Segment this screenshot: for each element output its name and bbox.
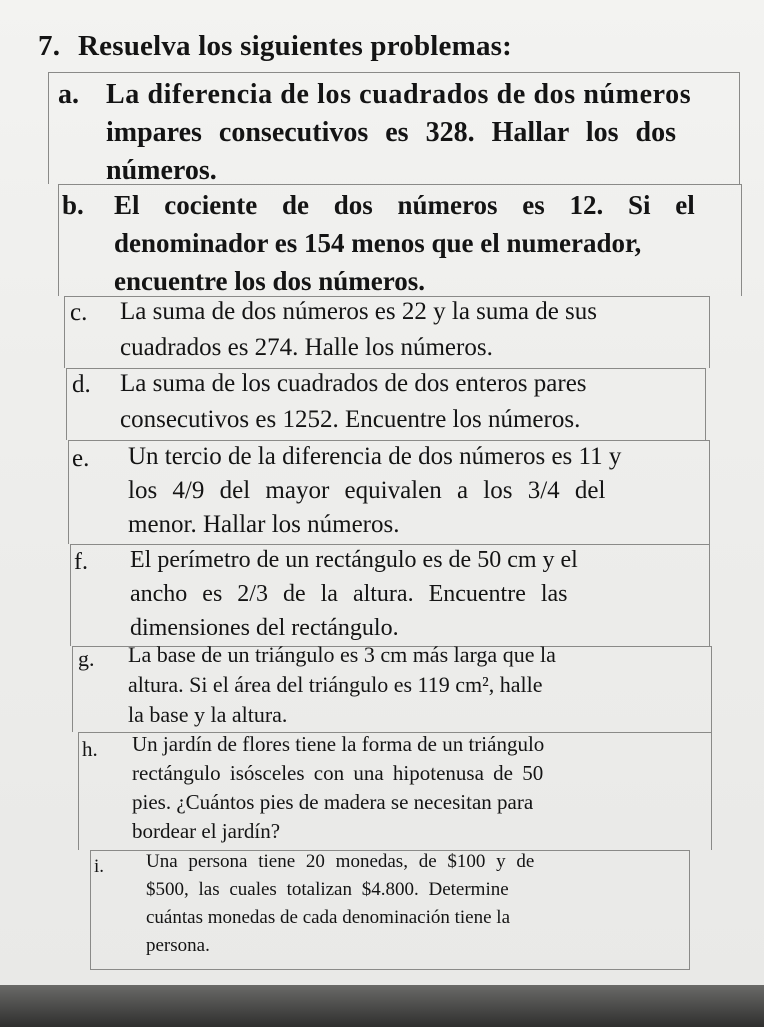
problem-text-line: La suma de los cuadrados de dos enteros pares (120, 370, 587, 397)
problem-text-line: los 4/9 del mayor equivalen a los 3/4 del (128, 477, 606, 504)
problem-text-line: encuentre los dos números. (114, 266, 426, 296)
problem-label: c. (70, 299, 88, 326)
exercise-heading (38, 30, 512, 63)
problem-label: h. (82, 737, 98, 761)
problem-text-line: La suma de dos números es 22 y la suma de sus (120, 298, 598, 325)
problem-e (72, 440, 710, 542)
problem-text-line: ancho es 2/3 de la altura. Encuentre las (130, 581, 568, 607)
problem-i (94, 848, 690, 960)
problem-text-line: pies. ¿Cuántos pies de madera se necesitan para (132, 790, 534, 814)
problem-h (82, 730, 712, 846)
problem-d (72, 366, 706, 438)
problem-text-line: Una persona tiene 20 monedas, de $100 y de (146, 851, 535, 872)
problem-label: a. (58, 79, 79, 110)
exercise-number: 7. (38, 30, 61, 62)
problem-text-line: $500, las cuales totalizan $4.800. Determine (146, 879, 509, 900)
problem-text-line: menor. Hallar los números. (128, 511, 400, 538)
problem-text-line: dimensiones del rectángulo. (130, 615, 399, 641)
problem-label: f. (74, 549, 88, 575)
problem-text-line: altura. Si el área del triángulo es 119 cm², halle (128, 672, 543, 697)
problem-a (58, 76, 738, 190)
problem-c (70, 294, 710, 366)
problem-text-line: impares consecutivos es 328. Hallar los dos (106, 117, 676, 148)
problem-label: e. (72, 445, 90, 472)
problem-text-line: denominador es 154 menos que el numerador, (114, 228, 642, 258)
problem-text-line: persona. (146, 935, 210, 956)
problem-text-line: cuadrados es 274. Halle los números. (120, 334, 493, 361)
problem-g (78, 640, 712, 730)
problem-text-line: El cociente de dos números es 12. Si el (114, 190, 695, 220)
problem-text-line: cuántas monedas de cada denominación tiene la (146, 907, 511, 928)
problem-text-line: Un tercio de la diferencia de dos números es 11 y (128, 443, 622, 470)
problem-label: d. (72, 371, 91, 398)
problem-text-line: Un jardín de flores tiene la forma de un triángulo (132, 732, 545, 756)
problem-b (62, 186, 742, 300)
problem-text-line: la base y la altura. (128, 702, 288, 727)
problem-text-line: El perímetro de un rectángulo es de 50 cm y el (130, 547, 578, 573)
problem-text-line: bordear el jardín? (132, 819, 281, 843)
problem-text-line: La diferencia de los cuadrados de dos números (106, 79, 692, 110)
problem-label: b. (62, 190, 84, 220)
problem-text-line: consecutivos es 1252. Encuentre los números. (120, 406, 581, 433)
problem-f (74, 543, 710, 645)
problem-label: i. (94, 856, 105, 877)
problem-text-line: La base de un triángulo es 3 cm más larga que la (128, 642, 556, 667)
problem-text-line: números. (106, 155, 217, 186)
problem-label: g. (78, 646, 95, 671)
page-edge-shadow (0, 985, 764, 1027)
exercise-title: Resuelva los siguientes problemas: (78, 30, 513, 62)
problem-text-line: rectángulo isósceles con una hipotenusa de 50 (132, 761, 544, 785)
